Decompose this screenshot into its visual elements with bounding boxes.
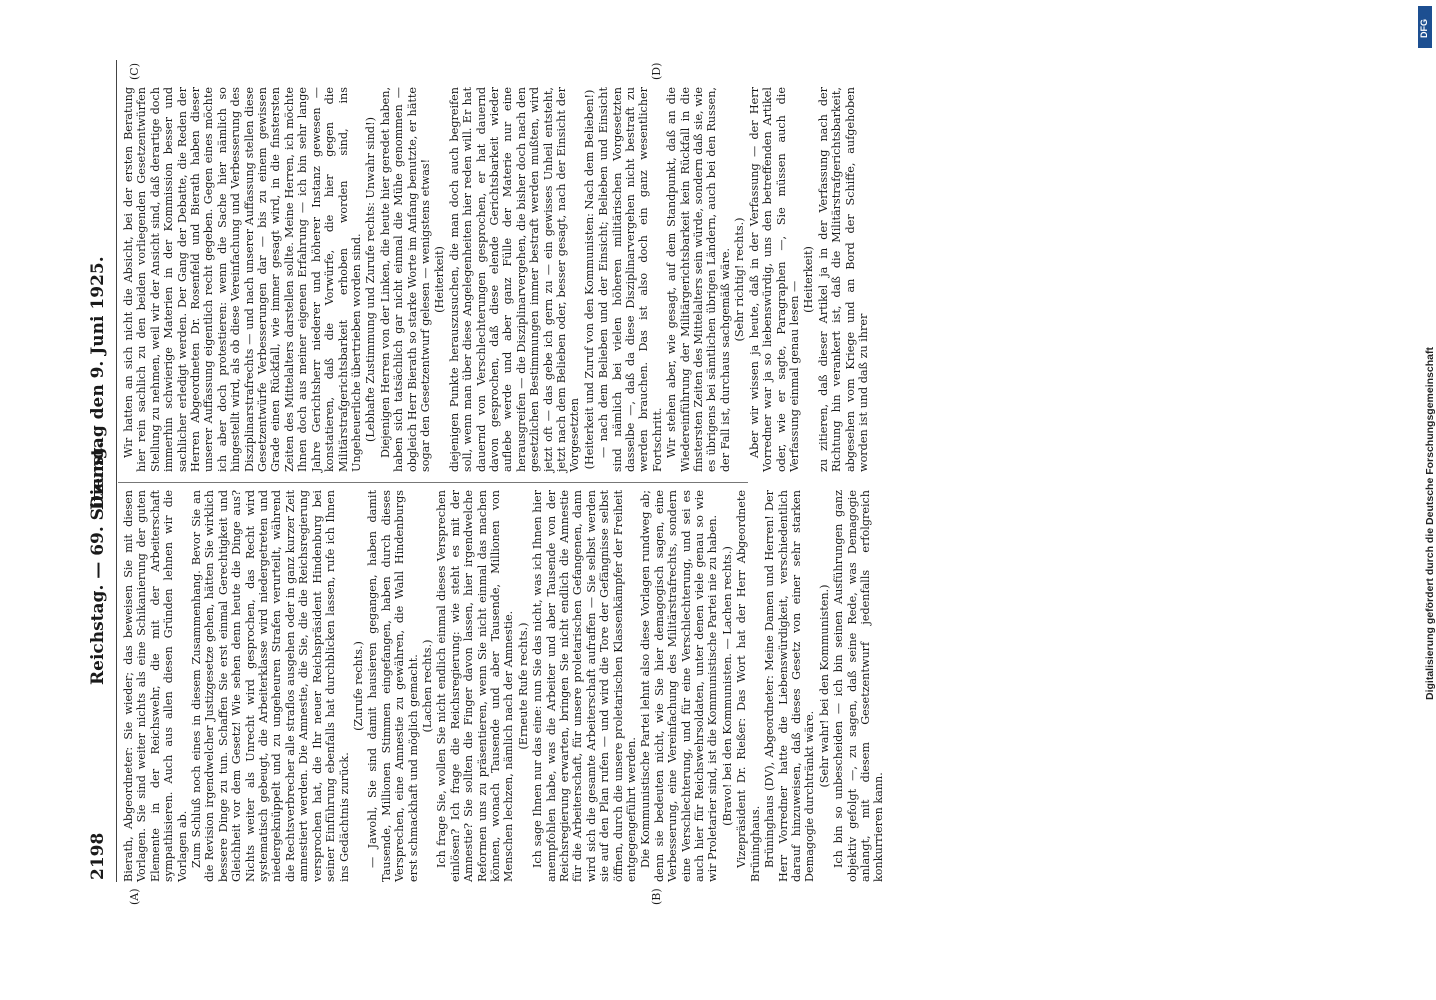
interjection: (Erneute Rufe rechts.): [516, 622, 530, 750]
interjection: (Bravo! bei den Kommunisten. — Lachen rechts.): [720, 546, 734, 826]
paragraph: zu zitieren, daß dieser Artikel ja in der Verfassung nach der Richtung hin verankert ist, daß die Militärstrafgerichtsbarkeit, abgesehen vom Kriege und an Bord der Schiffe, aufgehoben worden ist und daß zu ihrer: [816, 87, 870, 472]
paragraph: Vizepräsident Dr. Rießer: Das Wort hat der Herr Abgeordnete Brüninghaus.: [735, 490, 762, 882]
header-rule: [116, 60, 117, 882]
paragraph: Aber wir wissen ja heute, daß in der Verfassung — der Herr Vorredner war ja so liebenswürdig, uns den betreffenden Artikel oder, wie er sagte, Paragraphen —, Sie müssen auch die Verfassung einmal genau lesen —: [747, 87, 801, 472]
margin-mark-c: (C): [128, 63, 141, 80]
paragraph: Ich frage Sie, wollen Sie nicht endlich einmal dieses Versprechen einlösen? Ich frage die Reichsregierung: wie steht es mit der Amnestie? Sie sollten die Finger davon lassen, hier irgendwelche Reformen uns zu präsentieren, wenn Sie nicht einmal das machen können, wonach Tausende und aber Tausende, Millionen von Menschen lechzen, nämlich nach der Amnestie.: [435, 490, 516, 882]
column-divider: [118, 482, 748, 483]
interjection: (Zurufe rechts.): [351, 641, 365, 731]
paragraph: — nach dem Belieben und der Einsicht; Belieben und Einsicht sind nämlich bei vielen höheren militärischen Vorgesetzten dasselbe —, daß da diese Disziplinarvergehen nicht bestraft zu werden brauchen. Das ist also doch ein ganz wesentlicher Fortschritt.: [597, 87, 664, 472]
dfg-logo-text: DFG: [1419, 19, 1429, 38]
paragraph: Ich sage Ihnen nur das eine: nun Sie das nicht, was ich Ihnen hier anempfohlen habe, was die Arbeiter und aber Tausende von der Reichsregierung erwarten, bringen Sie nicht endlich die Amnestie für die Arbeiterschaft, für unsere proletarischen Gefangenen, dann wird sich die gesamte Arbeiterschaft aufraffen — Sie selbst werden sie auf den Plan rufen — und wird die Tore der Gefängnisse selbst öffnen, durch die unsere proletarischen Klassenkämpfer der Freiheit entgegengeführt werden.: [531, 490, 639, 882]
interjection: (Sehr wahr! bei den Kommunisten.): [817, 584, 831, 788]
text-column-right: [122, 87, 871, 472]
text-column-left: [122, 490, 887, 882]
interjection: (Heiterkeit): [802, 246, 816, 313]
paragraph: Ich bin so unbescheiden — ich bin seinen Ausführungen ganz objektiv gefolgt —, zu sagen, daß seine Rede, was Demagogie anlangt, mit diesem Gesetzentwurf jedenfalls erfolgreich konkurrieren kann.: [832, 490, 886, 882]
paragraph: Bierath, Abgeordneter: Sie wieder; das beweisen Sie mit diesen Vorlagen. Sie sind weiter nichts als eine Schikanierung der guten Elemente in der Reichswehr, die mit der Arbeiterschaft sympathisieren. Auch aus allen diesen Gründen lehnen wir die Vorlagen ab.: [122, 490, 189, 882]
paragraph: diejenigen Punkte herauszusuchen, die man doch auch begreifen soll, wenn man über diese Angelegenheiten hier reden will. Er hat dauernd von Verschlechterungen gesprochen, er hat dauernd davon gesprochen, daß diese elende Gerichtsbarkeit wieder auflebe werde und aber ganz Fülle der Materie nur eine herausgreifen — die Disziplinarvergehen, die bisher doch nach den gesetzlichen Bestimmungen immer bestraft werden mußten, wird jetzt oft — das gebe ich gern zu — ein gewisses Unheil entsteht, jetzt nach dem Belieben oder, besser gesagt, nach der Einsicht der Vorgesetzten: [447, 87, 582, 472]
paragraph: Die Kommunistische Partei lehnt also diese Vorlagen rundweg ab; denn sie bedeuten nicht, wie Sie hier demagogisch sagen, eine Verbesserung, eine Vereinfachung des Militärstrafrechts, sondern eine Verschlechterung, und für eine Verschlechterung, und sei es auch hier für Reichswehrsoldaten, unter denen viele genau so wie wir Proletarier sind, ist die Kommunistische Partei nie zu haben.: [639, 490, 720, 882]
dfg-logo: [1418, 6, 1432, 48]
session-title: Reichstag. — 69. Sitzung.: [88, 441, 108, 685]
paragraph: Diejenigen Herren von der Linken, die heute hier geredet haben, haben sich tatsächlich gar nicht einmal die Mühe genommen — obgleich Herr Bierath so starke Worte im Anfang benutzte, er hätte sogar den Gesetzentwurf gelesen — wenigstens etwas!: [378, 87, 432, 472]
margin-mark-a: (A): [128, 888, 141, 905]
paragraph: — Jawohl, Sie sind damit hausieren gegangen, haben damit Tausende, Millionen Stimmen eingefangen, haben durch dieses Versprechen, eine Amnestie zu gewähren, die Wahl Hindenburgs erst schmackhaft und möglich gemacht.: [366, 490, 420, 882]
interjection: (Lachen rechts.): [420, 639, 434, 733]
session-date: Dienstag den 9. Juni 1925.: [88, 256, 108, 510]
page-number: 2198: [88, 832, 108, 880]
paragraph: Brüninghaus (DV), Abgeordneter: Meine Damen und Herren! Der Herr Vorredner hatte die Liebenswürdigkeit, verschiedentlich darauf hinzuweisen, daß dieses Gesetz von einer sehr starken Demagogie durchtränkt wäre.: [763, 490, 817, 882]
paragraph: Wir stehen aber, wie gesagt, auf dem Standpunkt, daß an die Wiedereinführung der Militärgerichtsbarkeit kein Rückfall in die finstersten Zeiten des Mittelalters sein würde, sondern daß sie, wie es übrigens bei sämtlichen übrigen Ländern, auch bei den Russen, der Fall ist, durchaus sachgemäß wäre.: [665, 87, 732, 472]
interjection: (Heiterkeit): [433, 246, 447, 313]
paragraph: Zum Schluß noch eines in diesem Zusammenhang. Bevor Sie an die Revision irgendwelcher Justizgesetze gehen, hätten Sie wirklich bessere Dinge zu tun. Schaffen Sie erst einmal Gerechtigkeit und Gleichheit vor dem Gesetz! Wie sehen denn heute die Dinge aus? Nichts weiter als Unrecht wird gesprochen, das Recht wird systematisch gebeugt, die Arbeiterklasse wird niedergetreten und niedergeknüppelt und zu ungeheuren Strafen verurteilt, während die Rechtsverbrecher alle straflos ausgehen oder in ganz kurzer Zeit amnestiert werden. Die Amnestie, die Sie, die die Reichsregierung versprochen hat, die Ihr neuer Reichspräsident Hindenburg bei seiner Einführung ebenfalls hat durchblicken lassen, rufe ich Ihnen ins Gedächtnis zurück.: [190, 490, 351, 882]
interjection: (Heiterkeit und Zuruf von den Kommunisten: Nach dem Belieben!): [582, 89, 596, 470]
interjection: (Lebhafte Zustimmung und Zurufe rechts: Unwahr sind!): [364, 117, 378, 442]
margin-mark-b: (B): [650, 888, 663, 905]
paragraph: Wir hatten an sich nicht die Absicht, bei der ersten Beratung hier rein sachlich zu den beiden vorliegenden Gesetzentwürfen Stellung zu nehmen, weil wir der Ansicht sind, daß derartige doch immerhin schwierige Materien in der Kommission besser und sachlicher erledigt werden. Der Gang der Debatte, die Reden der Herren Abgeordneten Dr. Rosenfeld und Bierath haben dieser unserer Auffassung eigentlich recht gegeben. Gegen eines möchte ich aber doch protestieren: wenn die Sache hier nämlich so hingestellt wird, als ob diese Vereinfachung und Verbesserung des Disziplinarstrafrechts — und nach unserer Auffassung stellen diese Gesetzentwürfe Verbesserungen dar — bis zu einem gewissen Grade einen Rückfall, wie immer gesagt wird, in die finstersten Zeiten des Mittelalters darstellen sollte. Meine Herren, ich möchte Ihnen doch aus meiner eigenen Erfahrung — ich bin sehr lange Jahre Gerichtsherr niederer und höherer Instanz gewesen — konstatieren, daß die Vorwürfe, die hier gegen die Militärstrafgerichtsbarkeit erhoben worden sind, ins Ungeheuerliche übertrieben worden sind.: [122, 87, 363, 472]
interjection: (Sehr richtig! rechts.): [733, 217, 747, 342]
margin-mark-d: (D): [650, 62, 663, 80]
dfg-credit-text: Digitalisierung gefördert durch die Deutsche Forschungsgemeinschaft: [1424, 347, 1436, 700]
